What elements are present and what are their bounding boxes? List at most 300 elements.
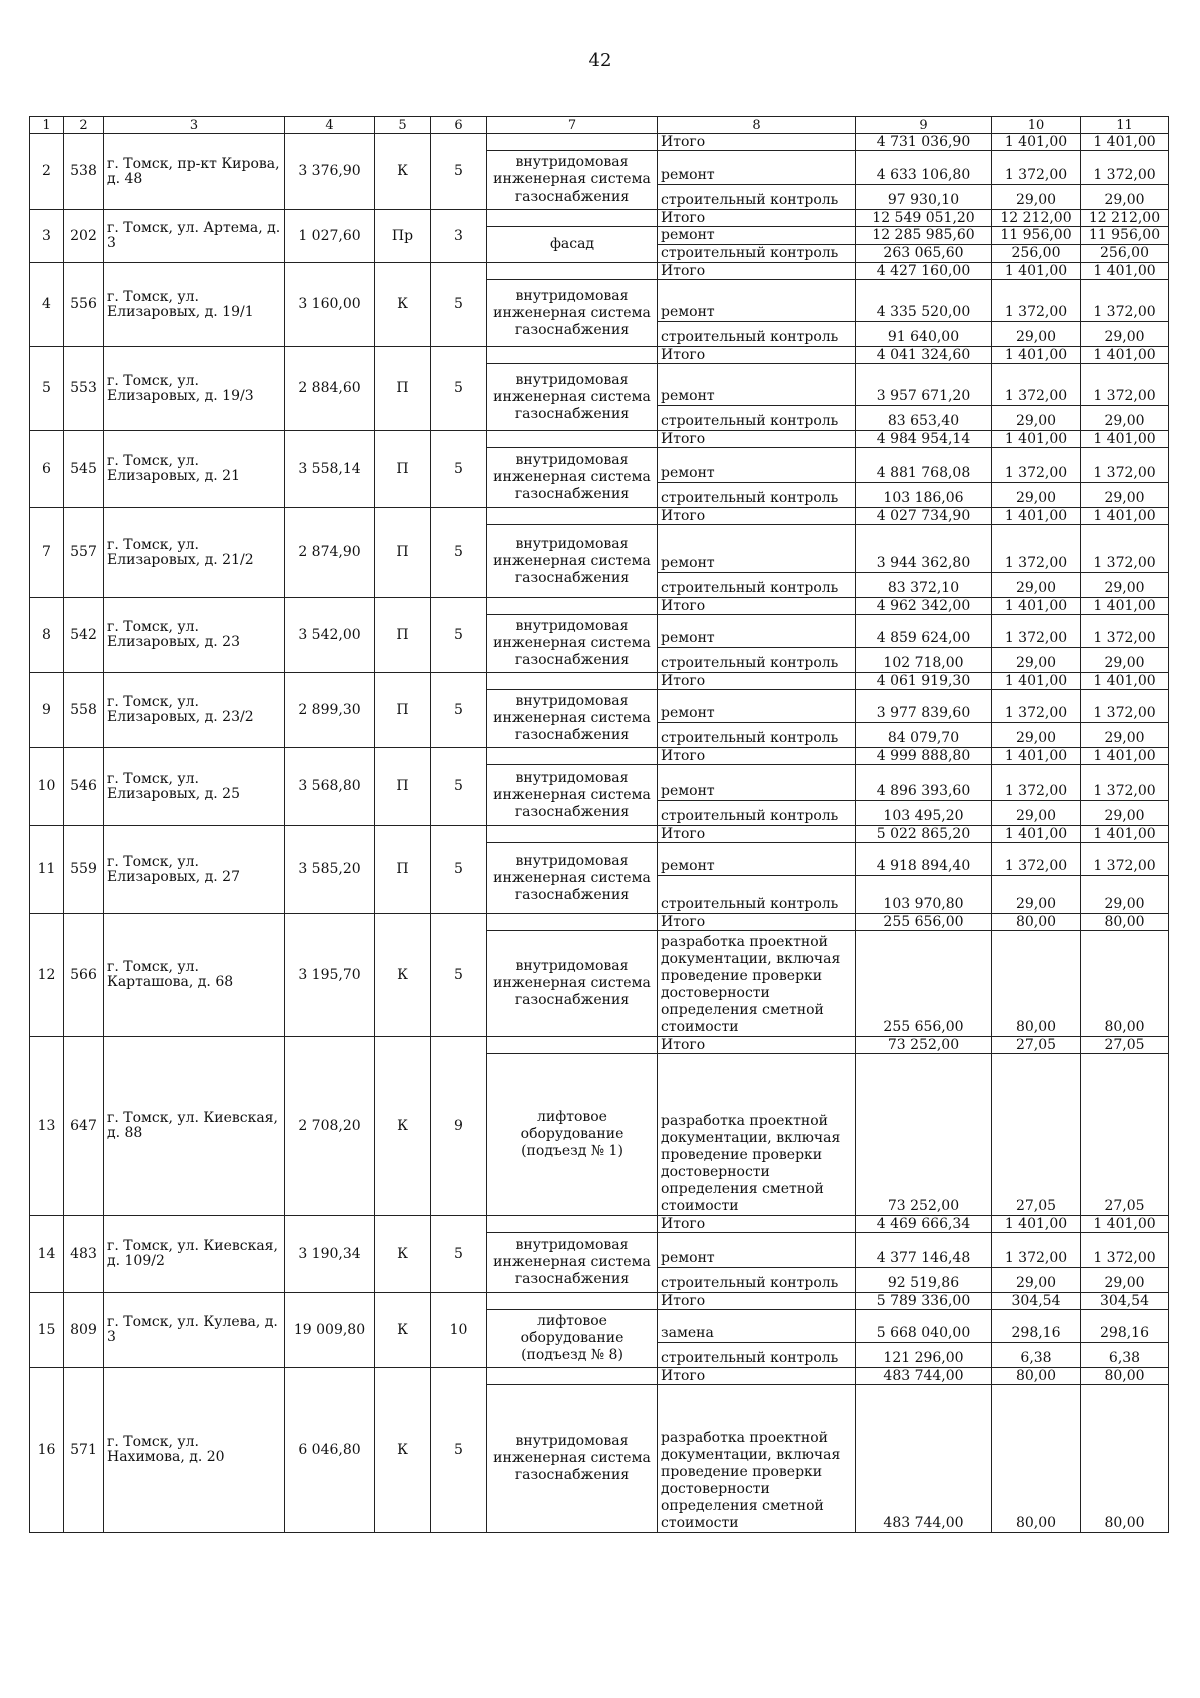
engineering-system: внутридомовая инженерная система газоснабжения [487, 280, 658, 347]
wall-material: К [375, 1368, 431, 1533]
work-unit-cost: 27,05 [992, 1054, 1081, 1216]
work-cost: 3 977 839,60 [856, 690, 992, 723]
work-type: ремонт [658, 765, 856, 801]
system-blank [487, 914, 658, 931]
total-area: 1 027,60 [285, 210, 375, 263]
work-unit-cost: 1 372,00 [992, 1233, 1081, 1268]
total-label: Итого [658, 1293, 856, 1310]
work-cost: 4 918 894,40 [856, 843, 992, 876]
engineering-system: внутридомовая инженерная система газоснабжения [487, 690, 658, 748]
row-number: 11 [30, 826, 64, 914]
floor-count: 5 [431, 134, 487, 210]
work-unit-cost: 29,00 [992, 322, 1081, 347]
page-number: 42 [588, 50, 612, 71]
table-row [30, 347, 1169, 364]
work-type: замена [658, 1310, 856, 1343]
address: г. Томск, ул. Киевская, д. 88 [104, 1037, 285, 1216]
total-area: 2 899,30 [285, 673, 375, 748]
system-blank [487, 134, 658, 151]
work-type: строительный контроль [658, 723, 856, 748]
engineering-system: внутридомовая инженерная система газоснабжения [487, 151, 658, 210]
work-type: ремонт [658, 615, 856, 648]
total-cost: 255 656,00 [856, 914, 992, 931]
column-header: 8 [658, 117, 856, 134]
total-unit-cost: 1 401,00 [992, 748, 1081, 765]
wall-material: Пр [375, 210, 431, 263]
system-blank [487, 1293, 658, 1310]
work-unit-limit: 80,00 [1081, 931, 1169, 1037]
address: г. Томск, ул. Елизаровых, д. 23/2 [104, 673, 285, 748]
work-type: строительный контроль [658, 322, 856, 347]
total-unit-cost: 1 401,00 [992, 598, 1081, 615]
system-blank [487, 1037, 658, 1054]
table-row [30, 673, 1169, 690]
house-code: 809 [64, 1293, 104, 1368]
total-cost: 4 041 324,60 [856, 347, 992, 364]
total-cost: 4 427 160,00 [856, 263, 992, 280]
total-unit-limit: 27,05 [1081, 1037, 1169, 1054]
total-unit-limit: 1 401,00 [1081, 1216, 1169, 1233]
total-label: Итого [658, 1037, 856, 1054]
work-unit-limit: 6,38 [1081, 1343, 1169, 1368]
work-unit-limit: 1 372,00 [1081, 843, 1169, 876]
total-unit-limit: 1 401,00 [1081, 748, 1169, 765]
work-cost: 4 859 624,00 [856, 615, 992, 648]
work-cost: 91 640,00 [856, 322, 992, 347]
row-number: 7 [30, 508, 64, 598]
row-number: 12 [30, 914, 64, 1037]
work-cost: 103 186,06 [856, 483, 992, 508]
floor-count: 9 [431, 1037, 487, 1216]
total-area: 2 708,20 [285, 1037, 375, 1216]
engineering-system: внутридомовая инженерная система газоснабжения [487, 843, 658, 914]
row-number: 15 [30, 1293, 64, 1368]
work-unit-limit: 29,00 [1081, 801, 1169, 826]
work-type: ремонт [658, 843, 856, 876]
house-code: 553 [64, 347, 104, 431]
system-blank [487, 431, 658, 448]
wall-material: К [375, 1293, 431, 1368]
work-cost: 103 970,80 [856, 876, 992, 914]
engineering-system: внутридомовая инженерная система газоснабжения [487, 765, 658, 826]
work-cost: 4 377 146,48 [856, 1233, 992, 1268]
row-number: 14 [30, 1216, 64, 1293]
work-type: строительный контроль [658, 1268, 856, 1293]
column-header: 3 [104, 117, 285, 134]
work-unit-cost: 29,00 [992, 185, 1081, 210]
total-label: Итого [658, 1368, 856, 1385]
work-cost: 102 718,00 [856, 648, 992, 673]
row-number: 10 [30, 748, 64, 826]
system-blank [487, 598, 658, 615]
address: г. Томск, ул. Кулева, д. 3 [104, 1293, 285, 1368]
work-cost: 83 653,40 [856, 406, 992, 431]
work-type: ремонт [658, 151, 856, 185]
total-unit-limit: 1 401,00 [1081, 431, 1169, 448]
wall-material: П [375, 748, 431, 826]
system-blank [487, 210, 658, 227]
total-unit-cost: 27,05 [992, 1037, 1081, 1054]
total-label: Итого [658, 748, 856, 765]
total-area: 2 884,60 [285, 347, 375, 431]
total-label: Итого [658, 508, 856, 525]
engineering-system: внутридомовая инженерная система газоснабжения [487, 448, 658, 508]
total-unit-limit: 1 401,00 [1081, 673, 1169, 690]
row-number: 2 [30, 134, 64, 210]
work-unit-limit: 1 372,00 [1081, 765, 1169, 801]
work-unit-cost: 29,00 [992, 483, 1081, 508]
engineering-system: лифтовое оборудование (подъезд № 1) [487, 1054, 658, 1216]
work-unit-cost: 29,00 [992, 801, 1081, 826]
row-number: 8 [30, 598, 64, 673]
total-unit-limit: 1 401,00 [1081, 826, 1169, 843]
work-unit-cost: 80,00 [992, 931, 1081, 1037]
work-cost: 92 519,86 [856, 1268, 992, 1293]
total-unit-limit: 1 401,00 [1081, 347, 1169, 364]
floor-count: 5 [431, 508, 487, 598]
table-row [30, 1037, 1169, 1054]
work-cost: 255 656,00 [856, 931, 992, 1037]
work-type: разработка проектной документации, включая проведение проверки достоверности определения сметной стоимости [658, 931, 856, 1037]
column-header: 5 [375, 117, 431, 134]
table-row [30, 914, 1169, 931]
total-unit-cost: 1 401,00 [992, 134, 1081, 151]
total-cost: 5 789 336,00 [856, 1293, 992, 1310]
work-unit-limit: 29,00 [1081, 406, 1169, 431]
total-unit-limit: 80,00 [1081, 914, 1169, 931]
total-area: 3 376,90 [285, 134, 375, 210]
table-row [30, 508, 1169, 525]
work-unit-limit: 1 372,00 [1081, 1233, 1169, 1268]
work-unit-limit: 29,00 [1081, 483, 1169, 508]
house-code: 545 [64, 431, 104, 508]
work-unit-limit: 29,00 [1081, 723, 1169, 748]
system-blank [487, 748, 658, 765]
work-unit-cost: 29,00 [992, 1268, 1081, 1293]
work-cost: 84 079,70 [856, 723, 992, 748]
address: г. Томск, ул. Киевская, д. 109/2 [104, 1216, 285, 1293]
total-area: 3 558,14 [285, 431, 375, 508]
wall-material: П [375, 598, 431, 673]
engineering-system: лифтовое оборудование (подъезд № 8) [487, 1310, 658, 1368]
house-code: 557 [64, 508, 104, 598]
engineering-system: внутридомовая инженерная система газоснабжения [487, 1385, 658, 1533]
work-unit-cost: 29,00 [992, 573, 1081, 598]
work-unit-limit: 1 372,00 [1081, 280, 1169, 322]
floor-count: 10 [431, 1293, 487, 1368]
work-unit-cost: 29,00 [992, 723, 1081, 748]
table-row [30, 431, 1169, 448]
column-header: 7 [487, 117, 658, 134]
wall-material: К [375, 1216, 431, 1293]
house-code: 558 [64, 673, 104, 748]
wall-material: П [375, 673, 431, 748]
floor-count: 5 [431, 1368, 487, 1533]
house-code: 566 [64, 914, 104, 1037]
work-type: строительный контроль [658, 1343, 856, 1368]
system-blank [487, 673, 658, 690]
work-unit-limit: 256,00 [1081, 245, 1169, 263]
work-type: ремонт [658, 525, 856, 573]
total-area: 3 568,80 [285, 748, 375, 826]
row-number: 9 [30, 673, 64, 748]
work-cost: 4 881 768,08 [856, 448, 992, 483]
system-blank [487, 1216, 658, 1233]
address: г. Томск, ул. Елизаровых, д. 25 [104, 748, 285, 826]
work-unit-limit: 298,16 [1081, 1310, 1169, 1343]
work-type: строительный контроль [658, 185, 856, 210]
work-unit-cost: 1 372,00 [992, 615, 1081, 648]
table-row [30, 748, 1169, 765]
work-unit-limit: 29,00 [1081, 648, 1169, 673]
total-cost: 4 984 954,14 [856, 431, 992, 448]
row-number: 5 [30, 347, 64, 431]
work-cost: 5 668 040,00 [856, 1310, 992, 1343]
work-unit-limit: 1 372,00 [1081, 690, 1169, 723]
work-unit-limit: 1 372,00 [1081, 151, 1169, 185]
floor-count: 5 [431, 1216, 487, 1293]
work-cost: 121 296,00 [856, 1343, 992, 1368]
total-label: Итого [658, 210, 856, 227]
engineering-system: внутридомовая инженерная система газоснабжения [487, 364, 658, 431]
work-cost: 73 252,00 [856, 1054, 992, 1216]
floor-count: 5 [431, 263, 487, 347]
work-unit-limit: 29,00 [1081, 1268, 1169, 1293]
total-area: 3 195,70 [285, 914, 375, 1037]
total-cost: 73 252,00 [856, 1037, 992, 1054]
total-label: Итого [658, 598, 856, 615]
total-label: Итого [658, 914, 856, 931]
system-blank [487, 826, 658, 843]
work-type: строительный контроль [658, 245, 856, 263]
work-unit-cost: 29,00 [992, 648, 1081, 673]
table-row [30, 598, 1169, 615]
work-unit-limit: 29,00 [1081, 573, 1169, 598]
work-unit-limit: 1 372,00 [1081, 615, 1169, 648]
address: г. Томск, ул. Артема, д. 3 [104, 210, 285, 263]
total-label: Итого [658, 1216, 856, 1233]
work-type: строительный контроль [658, 876, 856, 914]
column-header: 2 [64, 117, 104, 134]
total-label: Итого [658, 263, 856, 280]
work-unit-cost: 298,16 [992, 1310, 1081, 1343]
work-unit-limit: 29,00 [1081, 876, 1169, 914]
floor-count: 5 [431, 673, 487, 748]
work-cost: 4 335 520,00 [856, 280, 992, 322]
total-unit-limit: 1 401,00 [1081, 263, 1169, 280]
total-area: 2 874,90 [285, 508, 375, 598]
total-label: Итого [658, 673, 856, 690]
engineering-system: внутридомовая инженерная система газоснабжения [487, 615, 658, 673]
total-unit-cost: 1 401,00 [992, 1216, 1081, 1233]
total-cost: 4 962 342,00 [856, 598, 992, 615]
wall-material: К [375, 1037, 431, 1216]
work-type: ремонт [658, 690, 856, 723]
table-row [30, 1368, 1169, 1385]
wall-material: К [375, 914, 431, 1037]
floor-count: 5 [431, 914, 487, 1037]
address: г. Томск, ул. Елизаровых, д. 21 [104, 431, 285, 508]
work-unit-cost: 1 372,00 [992, 448, 1081, 483]
house-code: 538 [64, 134, 104, 210]
work-type: ремонт [658, 280, 856, 322]
work-unit-limit: 29,00 [1081, 185, 1169, 210]
system-blank [487, 1368, 658, 1385]
total-unit-limit: 304,54 [1081, 1293, 1169, 1310]
column-number-row [30, 117, 1169, 134]
table-body [30, 134, 1169, 1533]
total-area: 6 046,80 [285, 1368, 375, 1533]
house-code: 559 [64, 826, 104, 914]
house-code: 571 [64, 1368, 104, 1533]
column-header: 11 [1081, 117, 1169, 134]
wall-material: П [375, 431, 431, 508]
total-unit-cost: 1 401,00 [992, 508, 1081, 525]
work-unit-cost: 1 372,00 [992, 151, 1081, 185]
engineering-system: фасад [487, 227, 658, 263]
total-cost: 4 469 666,34 [856, 1216, 992, 1233]
total-unit-cost: 1 401,00 [992, 431, 1081, 448]
total-area: 19 009,80 [285, 1293, 375, 1368]
address: г. Томск, ул. Елизаровых, д. 19/1 [104, 263, 285, 347]
total-cost: 12 549 051,20 [856, 210, 992, 227]
work-type: ремонт [658, 227, 856, 245]
work-unit-cost: 1 372,00 [992, 690, 1081, 723]
work-cost: 3 944 362,80 [856, 525, 992, 573]
work-type: строительный контроль [658, 406, 856, 431]
total-unit-cost: 80,00 [992, 914, 1081, 931]
house-code: 202 [64, 210, 104, 263]
work-unit-cost: 1 372,00 [992, 280, 1081, 322]
work-unit-limit: 1 372,00 [1081, 364, 1169, 406]
floor-count: 5 [431, 347, 487, 431]
floor-count: 5 [431, 826, 487, 914]
work-unit-limit: 1 372,00 [1081, 525, 1169, 573]
work-cost: 483 744,00 [856, 1385, 992, 1533]
house-code: 483 [64, 1216, 104, 1293]
column-header: 6 [431, 117, 487, 134]
work-unit-cost: 1 372,00 [992, 364, 1081, 406]
total-unit-cost: 12 212,00 [992, 210, 1081, 227]
work-unit-cost: 1 372,00 [992, 525, 1081, 573]
total-label: Итого [658, 347, 856, 364]
house-code: 546 [64, 748, 104, 826]
column-header: 9 [856, 117, 992, 134]
work-unit-limit: 80,00 [1081, 1385, 1169, 1533]
work-cost: 97 930,10 [856, 185, 992, 210]
table-row [30, 263, 1169, 280]
wall-material: К [375, 134, 431, 210]
house-code: 556 [64, 263, 104, 347]
work-type: строительный контроль [658, 648, 856, 673]
address: г. Томск, ул. Елизаровых, д. 27 [104, 826, 285, 914]
total-cost: 4 027 734,90 [856, 508, 992, 525]
work-type: разработка проектной документации, включая проведение проверки достоверности определения сметной стоимости [658, 1054, 856, 1216]
total-area: 3 160,00 [285, 263, 375, 347]
total-unit-limit: 1 401,00 [1081, 508, 1169, 525]
wall-material: П [375, 347, 431, 431]
work-type: строительный контроль [658, 483, 856, 508]
total-unit-cost: 1 401,00 [992, 826, 1081, 843]
wall-material: К [375, 263, 431, 347]
total-unit-limit: 1 401,00 [1081, 598, 1169, 615]
work-unit-limit: 27,05 [1081, 1054, 1169, 1216]
total-area: 3 542,00 [285, 598, 375, 673]
column-header: 10 [992, 117, 1081, 134]
total-unit-limit: 12 212,00 [1081, 210, 1169, 227]
row-number: 6 [30, 431, 64, 508]
floor-count: 5 [431, 748, 487, 826]
total-unit-cost: 1 401,00 [992, 347, 1081, 364]
work-cost: 103 495,20 [856, 801, 992, 826]
address: г. Томск, ул. Елизаровых, д. 19/3 [104, 347, 285, 431]
system-blank [487, 347, 658, 364]
total-area: 3 585,20 [285, 826, 375, 914]
table-row [30, 1216, 1169, 1233]
work-unit-cost: 29,00 [992, 406, 1081, 431]
work-type: строительный контроль [658, 573, 856, 598]
table-row [30, 826, 1169, 843]
system-blank [487, 508, 658, 525]
column-header: 1 [30, 117, 64, 134]
total-area: 3 190,34 [285, 1216, 375, 1293]
system-blank [487, 263, 658, 280]
total-unit-limit: 1 401,00 [1081, 134, 1169, 151]
work-type: разработка проектной документации, включая проведение проверки достоверности определения сметной стоимости [658, 1385, 856, 1533]
engineering-system: внутридомовая инженерная система газоснабжения [487, 931, 658, 1037]
total-cost: 4 731 036,90 [856, 134, 992, 151]
repair-program-table [29, 116, 1169, 1533]
engineering-system: внутридомовая инженерная система газоснабжения [487, 525, 658, 598]
wall-material: П [375, 826, 431, 914]
address: г. Томск, ул. Елизаровых, д. 21/2 [104, 508, 285, 598]
work-cost: 4 633 106,80 [856, 151, 992, 185]
work-unit-limit: 29,00 [1081, 322, 1169, 347]
total-unit-cost: 80,00 [992, 1368, 1081, 1385]
total-unit-cost: 304,54 [992, 1293, 1081, 1310]
work-cost: 263 065,60 [856, 245, 992, 263]
floor-count: 5 [431, 431, 487, 508]
work-type: ремонт [658, 364, 856, 406]
work-cost: 3 957 671,20 [856, 364, 992, 406]
total-cost: 483 744,00 [856, 1368, 992, 1385]
column-header: 4 [285, 117, 375, 134]
table-row [30, 210, 1169, 227]
work-cost: 4 896 393,60 [856, 765, 992, 801]
work-unit-cost: 256,00 [992, 245, 1081, 263]
total-unit-cost: 1 401,00 [992, 673, 1081, 690]
row-number: 4 [30, 263, 64, 347]
total-unit-limit: 80,00 [1081, 1368, 1169, 1385]
total-cost: 5 022 865,20 [856, 826, 992, 843]
work-cost: 12 285 985,60 [856, 227, 992, 245]
engineering-system: внутридомовая инженерная система газоснабжения [487, 1233, 658, 1293]
table-row [30, 134, 1169, 151]
row-number: 3 [30, 210, 64, 263]
floor-count: 5 [431, 598, 487, 673]
total-unit-cost: 1 401,00 [992, 263, 1081, 280]
total-cost: 4 999 888,80 [856, 748, 992, 765]
work-unit-limit: 1 372,00 [1081, 448, 1169, 483]
table-row [30, 1293, 1169, 1310]
row-number: 13 [30, 1037, 64, 1216]
address: г. Томск, ул. Карташова, д. 68 [104, 914, 285, 1037]
row-number: 16 [30, 1368, 64, 1533]
work-unit-cost: 80,00 [992, 1385, 1081, 1533]
work-unit-cost: 1 372,00 [992, 765, 1081, 801]
total-label: Итого [658, 134, 856, 151]
house-code: 542 [64, 598, 104, 673]
